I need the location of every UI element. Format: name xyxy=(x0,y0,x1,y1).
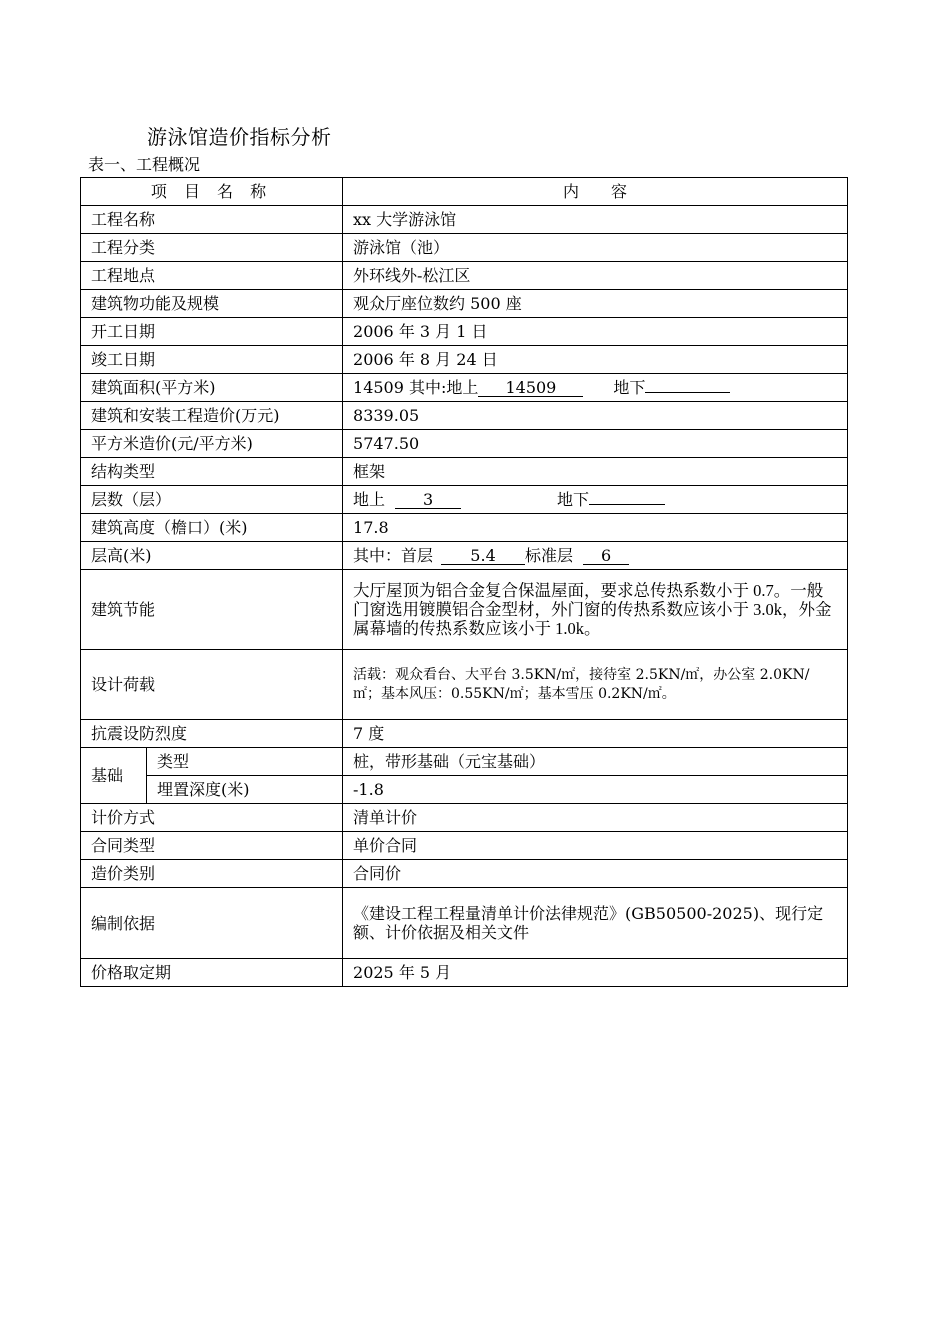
row-label: 编制依据 xyxy=(81,888,343,959)
row-label: 造价类别 xyxy=(81,860,343,888)
building-area-value xyxy=(343,374,848,402)
table-row xyxy=(81,776,848,804)
table-row xyxy=(81,486,848,514)
table-row xyxy=(81,720,848,748)
table-caption: 表一、工程概况 xyxy=(88,155,201,174)
row-label: 建筑高度（檐口）(米) xyxy=(81,514,343,542)
floor-height-value xyxy=(343,542,848,570)
project-location-value: 外环线外-松江区 xyxy=(343,262,848,290)
foundation-type-value: 桩，带形基础（元宝基础） xyxy=(343,748,848,776)
table-row xyxy=(81,650,848,720)
table-row xyxy=(81,570,848,650)
table-row xyxy=(81,402,848,430)
cost-category-value: 合同价 xyxy=(343,860,848,888)
table-row xyxy=(81,206,848,234)
header-content: 内 容 xyxy=(343,178,848,206)
table-row xyxy=(81,542,848,570)
row-label: 结构类型 xyxy=(81,458,343,486)
table-row xyxy=(81,458,848,486)
row-label: 建筑面积(平方米) xyxy=(81,374,343,402)
table-row xyxy=(81,514,848,542)
floors-value xyxy=(343,486,848,514)
row-label: 工程分类 xyxy=(81,234,343,262)
row-label: 开工日期 xyxy=(81,318,343,346)
standard-floor-label: 标准层 xyxy=(525,546,574,565)
function-scale-value: 观众厅座位数约 500 座 xyxy=(343,290,848,318)
table-row xyxy=(81,374,848,402)
foundation-type-label: 类型 xyxy=(147,748,343,776)
table-row xyxy=(81,430,848,458)
price-date-value: 2025 年 5 月 xyxy=(343,959,848,987)
foundation-depth-value: -1.8 xyxy=(343,776,848,804)
row-label: 抗震设防烈度 xyxy=(81,720,343,748)
table-row xyxy=(81,290,848,318)
row-label: 建筑物功能及规模 xyxy=(81,290,343,318)
floors-above-label: 地上 xyxy=(353,490,386,509)
seismic-value: 7 度 xyxy=(343,720,848,748)
foundation-depth-label: 埋置深度(米) xyxy=(147,776,343,804)
row-label: 工程名称 xyxy=(81,206,343,234)
area-below-label: 地下 xyxy=(613,378,646,397)
table-row xyxy=(81,748,848,776)
design-load-value: 活载：观众看台、大平台 3.5KN/㎡，接待室 2.5KN/㎡，办公室 2.0KN/㎡；基本风压：0.55KN/㎡；基本雪压 0.2KN/㎡。 xyxy=(343,650,848,720)
project-category-value: 游泳馆（池） xyxy=(343,234,848,262)
table-header-row xyxy=(81,178,848,206)
area-below-ground xyxy=(645,392,730,393)
completion-date-value: 2006 年 8 月 24 日 xyxy=(343,346,848,374)
project-overview-table xyxy=(80,177,848,987)
floor-height-prefix: 其中：首层 xyxy=(353,546,434,565)
area-above-ground: 14509 xyxy=(478,379,583,397)
header-item-name: 项 目 名 称 xyxy=(81,178,343,206)
pricing-method-value: 清单计价 xyxy=(343,804,848,832)
row-label: 合同类型 xyxy=(81,832,343,860)
table-row xyxy=(81,234,848,262)
unit-cost-value: 5747.50 xyxy=(343,430,848,458)
table-row xyxy=(81,832,848,860)
row-label: 价格取定期 xyxy=(81,959,343,987)
row-label: 层高(米) xyxy=(81,542,343,570)
row-label: 层数（层） xyxy=(81,486,343,514)
building-height-value: 17.8 xyxy=(343,514,848,542)
row-label: 竣工日期 xyxy=(81,346,343,374)
row-label: 建筑节能 xyxy=(81,570,343,650)
construction-cost-value: 8339.05 xyxy=(343,402,848,430)
table-row xyxy=(81,318,848,346)
floors-below-label: 地下 xyxy=(557,490,590,509)
standard-floor-height: 6 xyxy=(583,547,629,565)
table-row xyxy=(81,860,848,888)
table-row xyxy=(81,888,848,959)
energy-saving-value: 大厅屋顶为铝合金复合保温屋面，要求总传热系数小于 0.7。一般门窗选用镀膜铝合金型材，外门窗的传热系数应该小于 3.0k，外金属幕墙的传热系数应该小于 1.0k。 xyxy=(343,570,848,650)
contract-type-value: 单价合同 xyxy=(343,832,848,860)
structure-type-value: 框架 xyxy=(343,458,848,486)
table-row xyxy=(81,804,848,832)
foundation-label: 基础 xyxy=(81,748,147,804)
row-label: 设计荷载 xyxy=(81,650,343,720)
document-title: 游泳馆造价指标分析 xyxy=(147,125,332,149)
row-label: 工程地点 xyxy=(81,262,343,290)
row-label: 建筑和安装工程造价(万元) xyxy=(81,402,343,430)
table-row xyxy=(81,262,848,290)
floors-below-value xyxy=(589,504,665,505)
row-label: 计价方式 xyxy=(81,804,343,832)
table-row xyxy=(81,346,848,374)
first-floor-height: 5.4 xyxy=(441,547,525,565)
start-date-value: 2006 年 3 月 1 日 xyxy=(343,318,848,346)
area-total-prefix: 14509 其中:地上 xyxy=(353,378,479,397)
project-name-value: xx 大学游泳馆 xyxy=(343,206,848,234)
floors-above-value: 3 xyxy=(395,491,461,509)
table-row xyxy=(81,959,848,987)
basis-value: 《建设工程工程量清单计价法律规范》(GB50500-2025)、现行定额、计价依据及相关文件 xyxy=(343,888,848,959)
row-label: 平方米造价(元/平方米) xyxy=(81,430,343,458)
